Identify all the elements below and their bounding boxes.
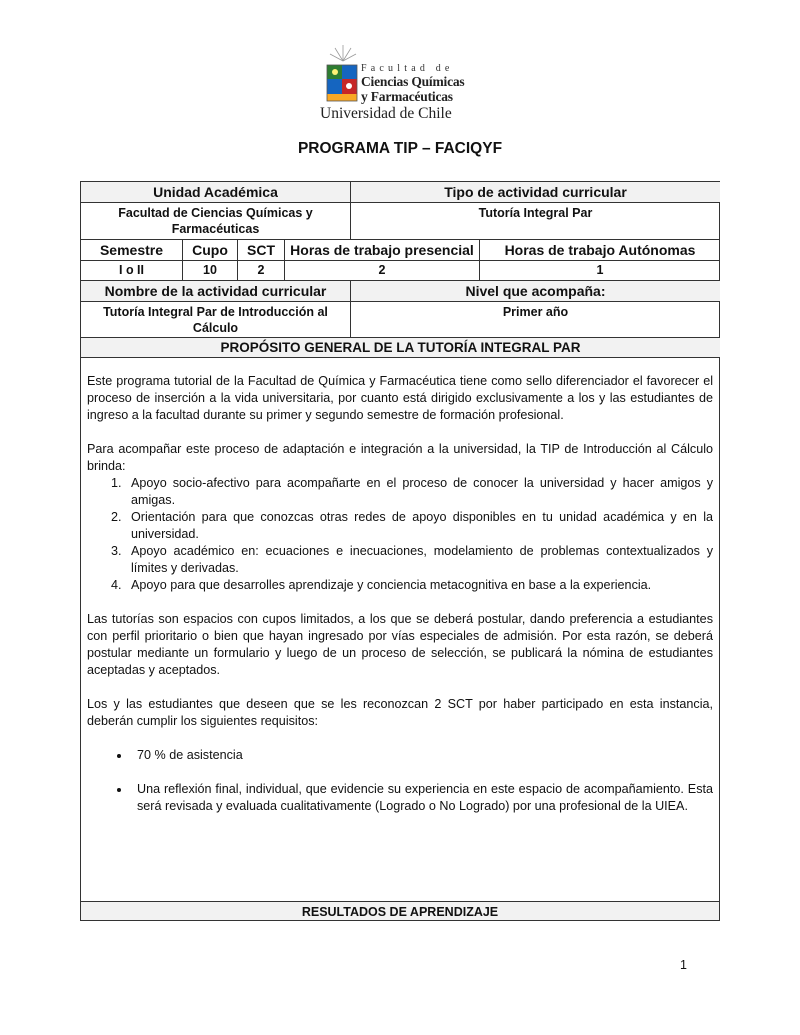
sct-header: SCT [238, 240, 285, 261]
sct-value: 2 [238, 261, 285, 281]
page-number: 1 [680, 958, 687, 972]
cupo-value: 10 [183, 261, 238, 281]
unidad-header: Unidad Académica [81, 182, 351, 203]
list-item: 2. Orientación para que conozcas otras redes de apoyo disponibles en tu unidad académica y en la universidad. [125, 509, 713, 543]
tipo-value: Tutoría Integral Par [351, 203, 720, 240]
logo-line-2: Ciencias Químicas [361, 74, 465, 89]
list-item: • Una reflexión final, individual, que evidencie su experiencia en este espacio de acompañamiento. Esta será revisada y evaluada cualitativamente (Logrado o No Logrado) por una profesional de la UIEA. [131, 781, 713, 815]
list-item: 1. Apoyo socio-afectivo para acompañarte en el proceso de conocer la universidad y hacer amigos y amigas. [125, 475, 713, 509]
nivel-value: Primer año [351, 302, 720, 338]
nombre-value: Tutoría Integral Par de Introducción al Cálculo [81, 302, 351, 338]
proposito-header: PROPÓSITO GENERAL DE LA TUTORÍA INTEGRAL PAR [81, 338, 720, 358]
nombre-header: Nombre de la actividad curricular [81, 281, 351, 302]
paragraph-intro: Este programa tutorial de la Facultad de Química y Farmacéutica tiene como sello diferenciador el favorecer el proceso de inserción a la vida universitaria, por cuanto está dirigido exclusivamente a los y las estudiantes de ingreso a la facultad durante su primer y segundo semestre de formación profesional. [87, 374, 713, 422]
horas-autonomas-value: 1 [480, 261, 720, 281]
support-list [87, 475, 713, 594]
list-item: 3. Apoyo académico en: ecuaciones e inecuaciones, modelamiento de problemas contextualizados y límites y derivadas. [125, 543, 713, 577]
resultados-header: RESULTADOS DE APRENDIZAJE [80, 901, 720, 921]
logo-line-4: Universidad de Chile [320, 105, 452, 122]
list-item: • 70 % de asistencia [131, 747, 713, 764]
logo-line-1: Facultad de [361, 63, 454, 74]
paragraph-requisitos: Los y las estudiantes que deseen que se les reconozcan 2 SCT por haber participado en esta instancia, deberán cumplir los siguientes requisitos: [87, 697, 713, 728]
document-title: PROGRAMA TIP – FACIQYF [297, 140, 503, 157]
paragraph-brinda: Para acompañar este proceso de adaptación e integración a la universidad, la TIP de Introducción al Cálculo brinda: [87, 442, 713, 473]
cupo-header: Cupo [183, 240, 238, 261]
tipo-header: Tipo de actividad curricular [351, 182, 720, 203]
proposito-body [87, 373, 713, 832]
horas-presencial-value: 2 [285, 261, 480, 281]
list-item: 4. Apoyo para que desarrolles aprendizaje y conciencia metacognitiva en base a la experiencia. [125, 577, 713, 594]
paragraph-tutorias: Las tutorías son espacios con cupos limitados, a los que se deberá postular, dando preferencia a estudiantes con perfil prioritario o bien que hayan ingresado por vías especiales de admisión. Por esta razón, se deberá postular mediante un formulario y luego de un proceso de selección, se publicará la nómina de estudiantes aceptadas y aceptados. [87, 612, 713, 677]
horas-presencial-header: Horas de trabajo presencial [285, 240, 480, 261]
semestre-value: I o II [81, 261, 183, 281]
faculty-logo [320, 43, 483, 123]
nivel-header: Nivel que acompaña: [351, 281, 720, 302]
horas-autonomas-header: Horas de trabajo Autónomas [480, 240, 720, 261]
requirements-list [87, 747, 713, 815]
unidad-value: Facultad de Ciencias Químicas y Farmacéuticas [81, 203, 351, 240]
logo-line-3: y Farmacéuticas [361, 88, 453, 104]
semestre-header: Semestre [81, 240, 183, 261]
